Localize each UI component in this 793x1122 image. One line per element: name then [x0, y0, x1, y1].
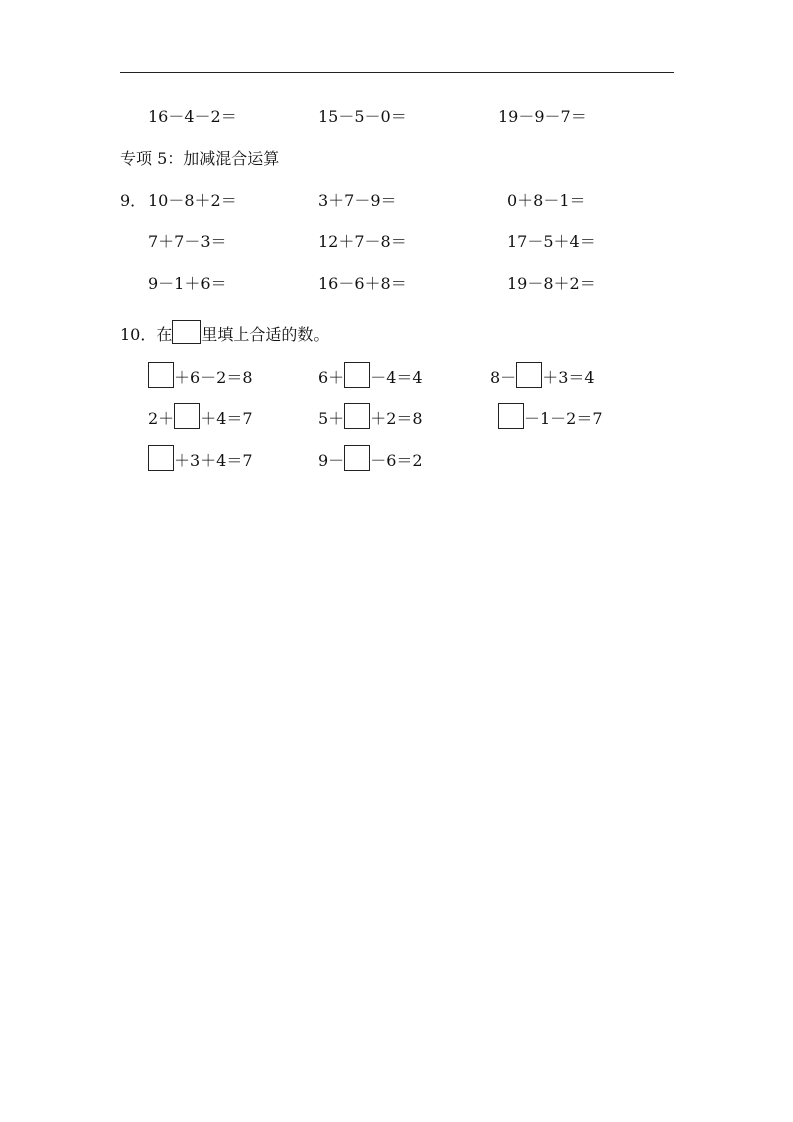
item-suffix: －4＝4	[370, 368, 423, 387]
expression: 19－8＋2＝	[507, 274, 596, 293]
fill-in-item	[148, 403, 253, 429]
section-title: 专项 5：加减混合运算	[120, 149, 280, 168]
answer-box[interactable]	[148, 362, 174, 388]
fill-in-item	[490, 362, 595, 388]
item-suffix: ＋3＝4	[542, 368, 595, 387]
item-prefix: 6＋	[318, 368, 345, 387]
item-prefix: 5＋	[318, 409, 345, 428]
answer-box[interactable]	[344, 362, 370, 388]
answer-box[interactable]	[148, 445, 174, 471]
answer-box[interactable]	[174, 403, 200, 429]
expression: 10－8＋2＝	[148, 191, 237, 210]
answer-box[interactable]	[498, 403, 524, 429]
expression: 3＋7－9＝	[318, 191, 397, 210]
item-suffix: ＋3＋4＝7	[174, 451, 253, 470]
item-prefix: 8－	[490, 368, 517, 387]
fill-in-item	[318, 445, 423, 471]
fill-in-item	[318, 403, 423, 429]
fill-in-item	[318, 362, 423, 388]
question-10-instruction	[120, 320, 329, 345]
item-suffix: ＋4＝7	[200, 409, 253, 428]
instruction-text: 里填上合适的数。	[201, 325, 330, 344]
expression: 12＋7－8＝	[318, 232, 407, 251]
expression: 19－9－7＝	[498, 107, 587, 126]
expression: 9－1＋6＝	[148, 274, 227, 293]
fill-in-item	[498, 403, 603, 429]
item-prefix: 9－	[318, 451, 345, 470]
fill-in-item	[148, 445, 253, 471]
instruction-text: 在	[156, 325, 173, 344]
question-number: 10．	[120, 325, 157, 344]
item-prefix: 2＋	[148, 409, 175, 428]
item-suffix: －1－2＝7	[524, 409, 603, 428]
expression: 16－6＋8＝	[318, 274, 407, 293]
item-suffix: ＋2＝8	[370, 409, 423, 428]
question-number: 9．	[120, 191, 147, 210]
answer-box[interactable]	[344, 445, 370, 471]
answer-box-example	[172, 320, 201, 344]
answer-box[interactable]	[516, 362, 542, 388]
answer-box[interactable]	[344, 403, 370, 429]
expression: 15－5－0＝	[318, 107, 407, 126]
item-suffix: ＋6－2＝8	[174, 368, 253, 387]
expression: 17－5＋4＝	[507, 232, 596, 251]
item-suffix: －6＝2	[370, 451, 423, 470]
fill-in-item	[148, 362, 253, 388]
expression: 16－4－2＝	[148, 107, 237, 126]
header-rule	[120, 72, 674, 73]
expression: 7＋7－3＝	[148, 232, 227, 251]
expression: 0＋8－1＝	[507, 191, 586, 210]
